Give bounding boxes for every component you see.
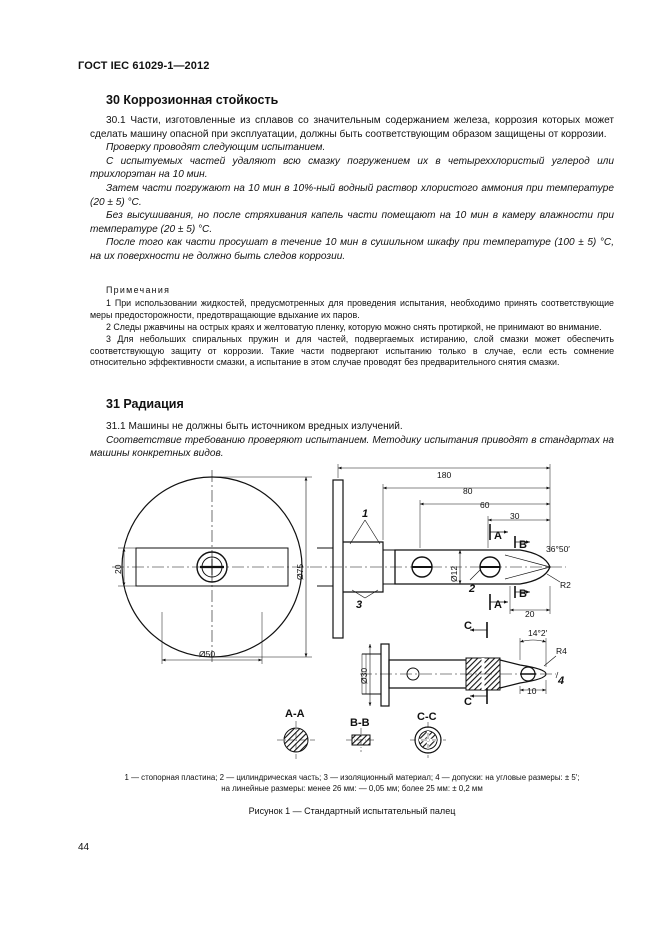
dim-10: 10 — [527, 686, 537, 696]
notes-block — [90, 285, 614, 369]
marker-c-bottom: C — [464, 696, 472, 708]
note-3: 3 Для небольших спиральных пружин и для частей, подвергаемых истиранию, слой смазки может обеспечить соответствующую защиту от коррозии. Такие части подвергают испытанию только в случае, если есть сомнение относительно эффективности смазки, а испытание в этом случае проводят без предварительного снятия смазки. — [90, 333, 614, 368]
paragraph-31-1: 31.1 Машины не должны быть источником вредных излучений. — [106, 421, 403, 432]
dim-dia75: Ø75 — [295, 563, 305, 580]
paragraph-test-intro: Проверку проводят следующим испытанием. — [106, 142, 326, 154]
dim-20-bottom: 20 — [525, 609, 535, 619]
paragraph-30-1: 30.1 Части, изготовленные из сплавов со значительным содержанием железа, коррозия которых может сделать машину опасной при эксплуатации, должны быть соответствующим образом защищены от коррозии. — [90, 115, 614, 140]
dim-dia12: Ø12 — [449, 565, 459, 582]
marker-b-bottom: B — [519, 588, 527, 600]
section-30-body — [90, 114, 614, 264]
dim-r4: R4 — [556, 646, 567, 656]
label-1: 1 — [362, 508, 369, 520]
note-1: 1 При использовании жидкостей, предусмотренных для проведения испытания, необходимо принять соответствующие меры предосторожности, предотвращающие вдыхание их паров. — [90, 297, 614, 320]
section-label-cc: C-C — [417, 711, 437, 723]
dim-angle-36: 36°50′ — [546, 544, 570, 554]
section-label-bb: B-B — [350, 717, 370, 729]
dim-20-left: 20 — [113, 564, 123, 574]
marker-c-top: C — [464, 620, 472, 632]
dim-angle-14: 14°2′ — [528, 628, 548, 638]
note-2: 2 Следы ржавчины на острых краях и желтоватую пленку, которую можно снять протиркой, не принимают во внимание. — [106, 321, 602, 332]
page-number: 44 — [78, 842, 90, 853]
section-c-c — [410, 722, 446, 758]
section-label-aa: A-A — [285, 708, 305, 720]
dim-180: 180 — [437, 470, 452, 480]
figure-caption: Рисунок 1 — Стандартный испытательный палец — [248, 806, 456, 816]
figure-legend — [90, 772, 614, 794]
label-4: 4 — [558, 675, 565, 687]
legend-line-1: 1 — стопорная пластина; 2 — цилиндрическая часть; 3 — изоляционный материал; 4 — допуски: на угловые размеры: ± 5′; — [124, 773, 580, 782]
section-b-b — [346, 728, 376, 752]
dim-dia30: Ø30 — [359, 667, 369, 684]
test-finger-drawing — [0, 462, 661, 772]
paragraph-31-compliance: Соответствие требованию проверяют испытанием. Методику испытания приводят в стандартах на машины конкретных видов. — [90, 434, 614, 460]
document-header: ГОСТ IEC 61029-1—2012 — [78, 60, 210, 72]
marker-a-top: A — [494, 530, 502, 542]
paragraph-immerse: Затем части погружают на 10 мин в 10%-ный водный раствор хлористого аммония при температуре (20 ± 5) °С. — [90, 182, 614, 208]
section-31-title: 31 Радиация — [106, 397, 184, 411]
notes-heading: Примечания — [106, 285, 171, 295]
dim-r2: R2 — [560, 580, 571, 590]
front-view — [112, 470, 312, 664]
label-3: 3 — [356, 599, 363, 611]
legend-line-2: на линейные размеры: менее 26 мм: — 0,05 мм; более 25 мм: ± 0,2 мм — [221, 784, 483, 793]
paragraph-degrease: С испытуемых частей удаляют всю смазку погружением их в четыреххлористый углерод или трихлорэтан на 10 мин. — [90, 155, 614, 181]
dim-80: 80 — [463, 486, 473, 496]
label-2: 2 — [469, 583, 476, 595]
dim-dia50: Ø50 — [199, 649, 216, 659]
paragraph-humidity: Без высушивания, но после стряхивания капель части помещают на 10 мин в камеру влажности при температуре (20 ± 5) °С. — [90, 210, 614, 235]
section-a-a — [277, 721, 315, 759]
marker-a-bottom: A — [494, 599, 502, 611]
section-31-body — [90, 420, 614, 461]
marker-b-top: B — [519, 539, 527, 551]
section-30-title: 30 Коррозионная стойкость — [106, 93, 279, 107]
dim-30: 30 — [510, 511, 520, 521]
dim-60: 60 — [480, 500, 490, 510]
paragraph-drying: После того как части просушат в течение 10 мин в сушильном шкафу при температуре (100 ± 5) °С, на их поверхности не должно быть следов коррозии. — [90, 237, 614, 262]
